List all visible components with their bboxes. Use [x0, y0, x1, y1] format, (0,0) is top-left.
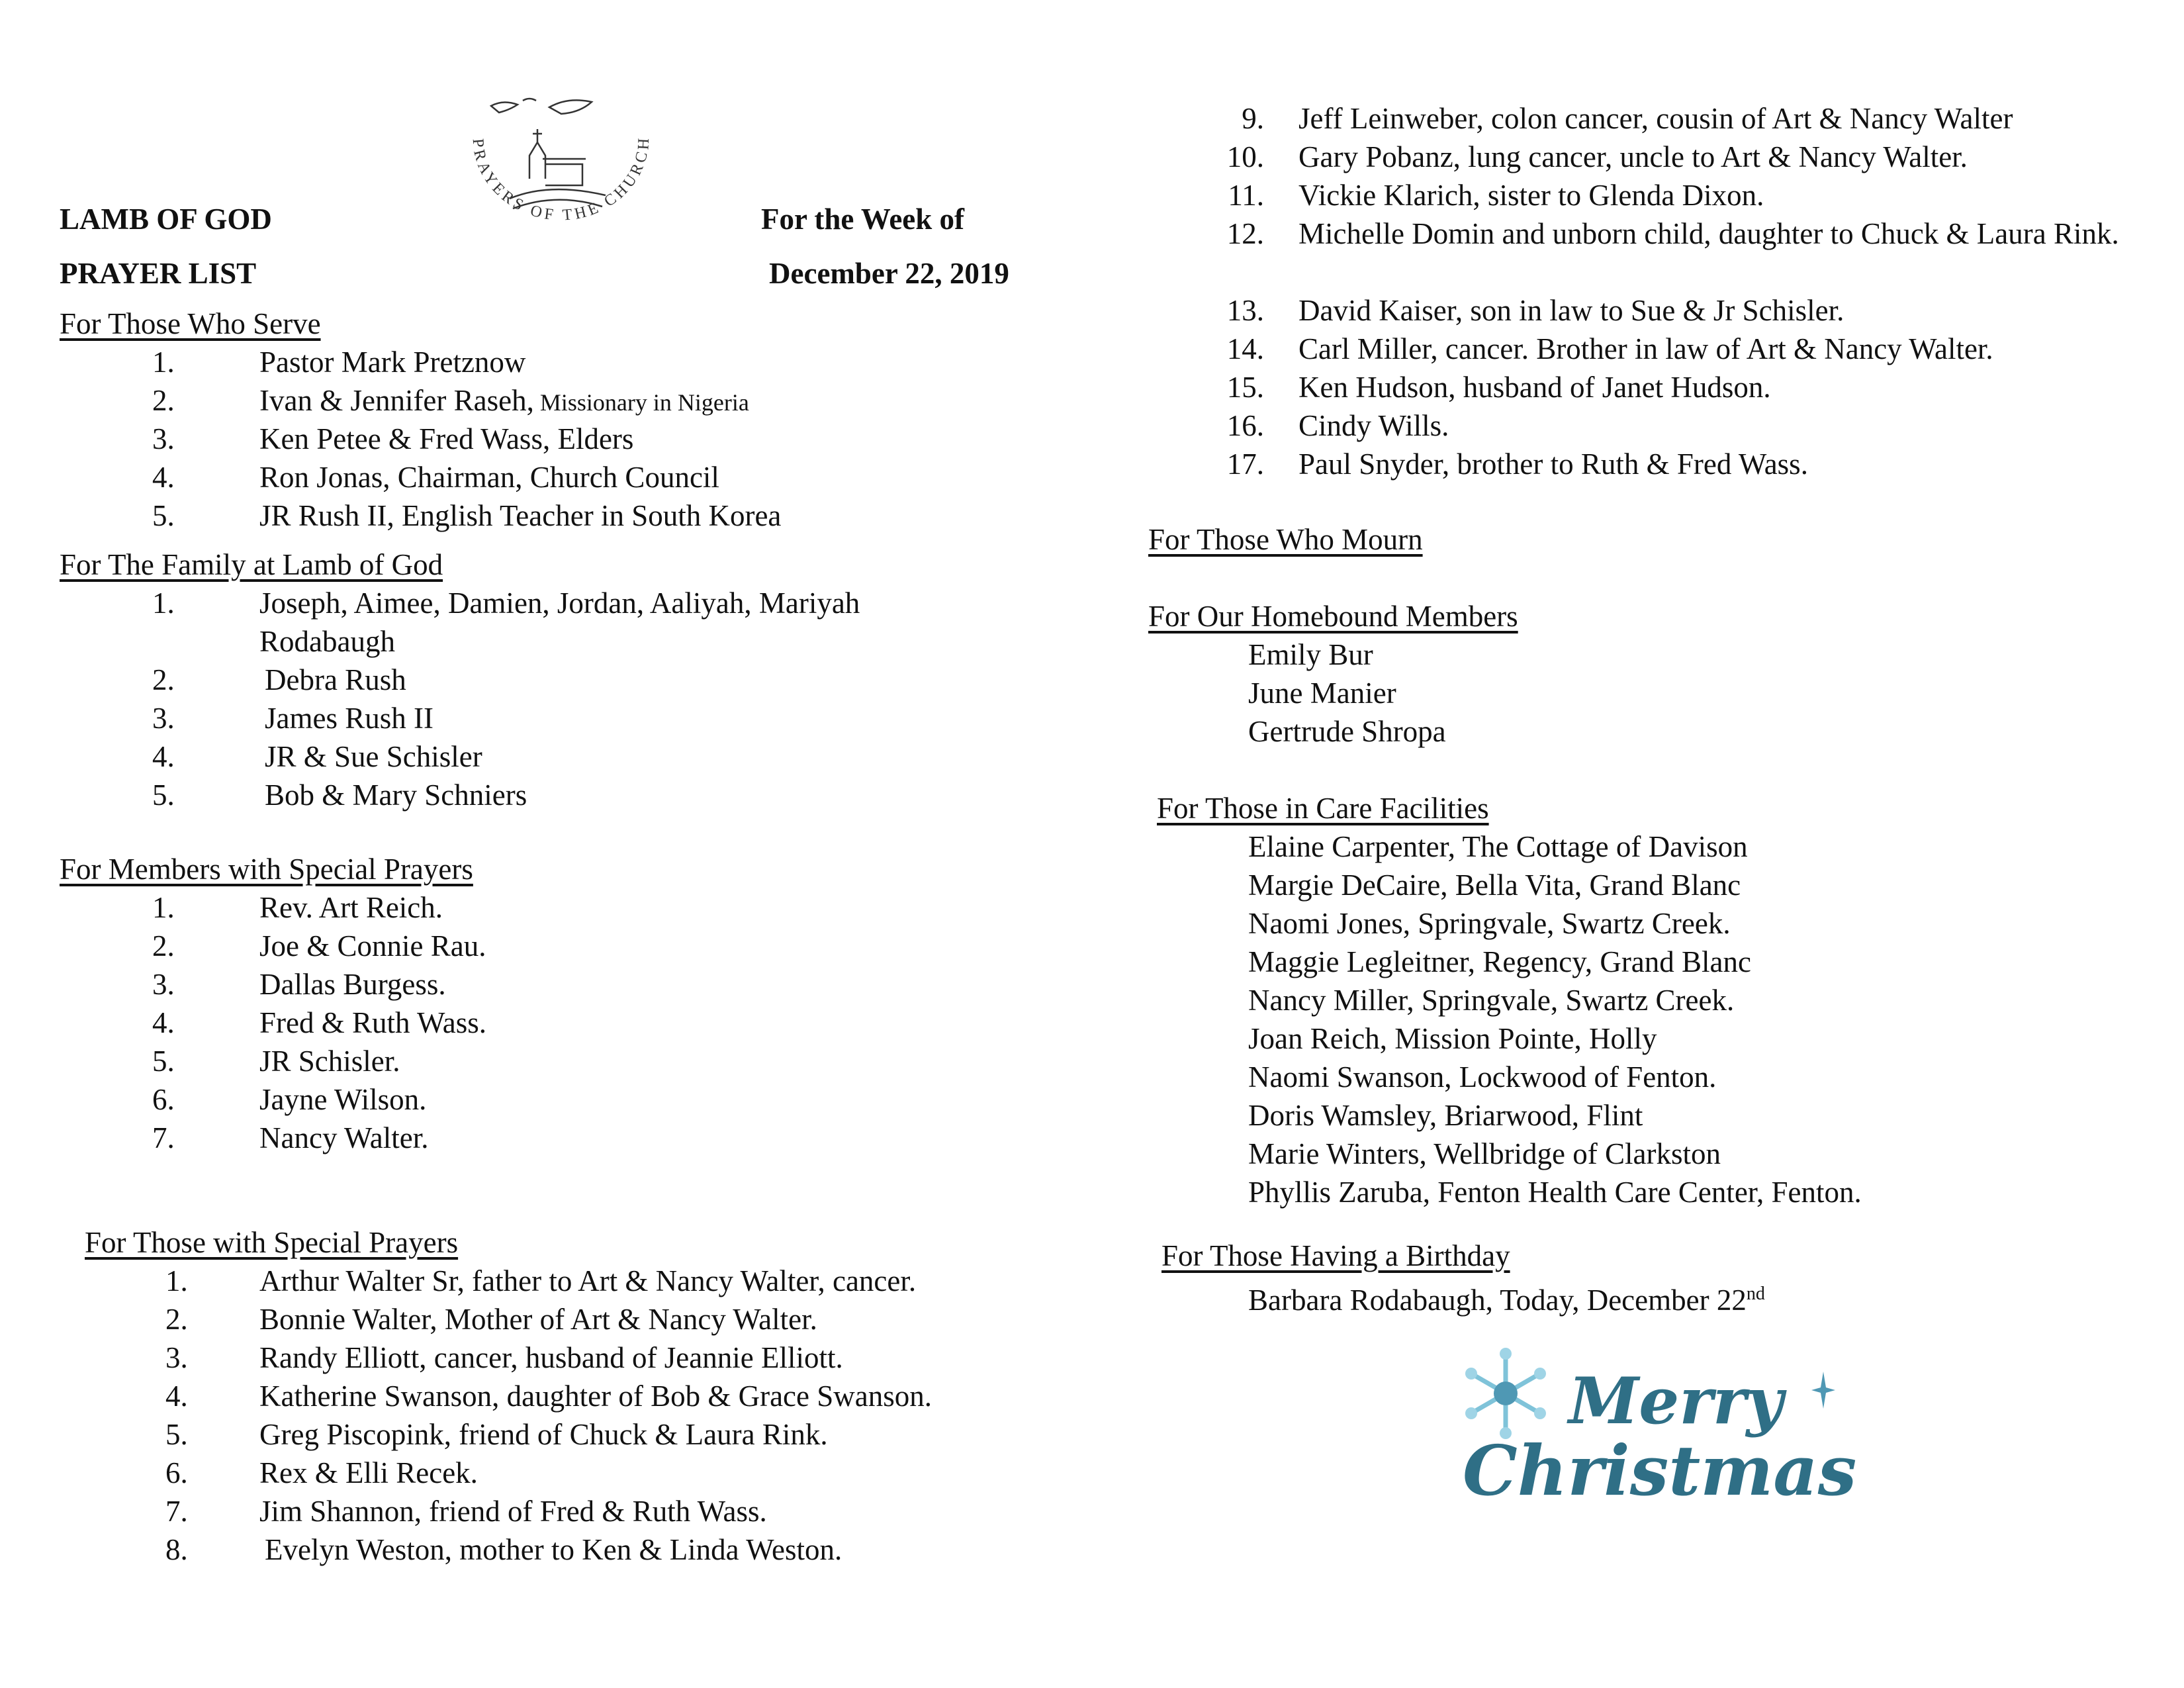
section-heading-birthday: For Those Having a Birthday: [1161, 1239, 1510, 1272]
item-number: 5.: [152, 499, 175, 532]
item-number: 9.: [1242, 102, 1264, 135]
item-number: 7.: [165, 1495, 188, 1528]
item-text: JR Schisler.: [259, 1045, 400, 1078]
list-item: Joan Reich, Mission Pointe, Holly: [1248, 1022, 1657, 1055]
church-icon: [510, 129, 606, 209]
list-item: Gertrude Shropa: [1248, 715, 1446, 748]
item-text: Jim Shannon, friend of Fred & Ruth Wass.: [259, 1495, 767, 1528]
item-number: 5.: [152, 1045, 175, 1078]
item-number: 6.: [152, 1083, 175, 1116]
section-heading-homebound: For Our Homebound Members: [1148, 600, 1518, 633]
section-heading-family: For The Family at Lamb of God: [60, 548, 443, 581]
item-text: Nancy Walter.: [259, 1121, 429, 1154]
item-number: 2.: [152, 384, 175, 417]
item-number: 4.: [152, 1006, 175, 1039]
item-text: Paul Snyder, brother to Ruth & Fred Wass.: [1298, 447, 1808, 481]
item-number: 17.: [1226, 447, 1264, 481]
item-text: Bonnie Walter, Mother of Art & Nancy Walter.: [259, 1303, 817, 1336]
item-number: 4.: [152, 740, 175, 773]
section-heading-mourn: For Those Who Mourn: [1148, 523, 1423, 556]
list-item: Elaine Carpenter, The Cottage of Davison: [1248, 830, 1748, 863]
section-heading-care: For Those in Care Facilities: [1157, 792, 1489, 825]
title-line-2: PRAYER LIST: [60, 257, 257, 290]
item-number: 8.: [165, 1533, 188, 1566]
item-number: 5.: [165, 1418, 188, 1451]
section-heading-serve: For Those Who Serve: [60, 307, 321, 340]
item-text: Pastor Mark Pretznow: [259, 346, 526, 379]
item-text: James Rush II: [265, 702, 433, 735]
prayers-of-the-church-seal: [450, 93, 668, 258]
list-item: Margie DeCaire, Bella Vita, Grand Blanc: [1248, 868, 1741, 902]
list-item: Phyllis Zaruba, Fenton Health Care Center, Fenton.: [1248, 1176, 1862, 1209]
birthday-text: Barbara Rodabaugh, Today, December 22: [1248, 1284, 1747, 1317]
item-number: 4.: [165, 1380, 188, 1413]
list-item: Maggie Legleitner, Regency, Grand Blanc: [1248, 945, 1751, 978]
item-text: Evelyn Weston, mother to Ken & Linda Weston.: [265, 1533, 842, 1566]
item-number: 3.: [152, 422, 175, 455]
item-text: JR & Sue Schisler: [265, 740, 482, 773]
merry-christmas-graphic: [1456, 1344, 1857, 1516]
item-number: 16.: [1226, 409, 1264, 442]
item-text: Gary Pobanz, lung cancer, uncle to Art & Nancy Walter.: [1298, 140, 1968, 173]
item-text: Randy Elliott, cancer, husband of Jeannie Elliott.: [259, 1341, 843, 1374]
item-text: Debra Rush: [265, 663, 406, 696]
birthday-entry: [1248, 1275, 1765, 1319]
document-title: [60, 192, 272, 301]
item-text: Arthur Walter Sr, father to Art & Nancy Walter, cancer.: [259, 1264, 917, 1297]
seal-text: PRAYERS OF THE CHURCH: [469, 134, 653, 224]
merry-text: Merry: [1569, 1364, 1784, 1438]
item-number: 13.: [1226, 294, 1264, 327]
list-item: June Manier: [1248, 677, 1396, 710]
item-number: 12.: [1226, 217, 1264, 250]
item-number: 1.: [165, 1264, 188, 1297]
item-text: Joseph, Aimee, Damien, Jordan, Aaliyah, Mariyah Rodabaugh: [259, 586, 860, 658]
item-text: JR Rush II, English Teacher in South Korea: [259, 499, 782, 532]
list-item: Marie Winters, Wellbridge of Clarkston: [1248, 1137, 1721, 1170]
item-text: Ken Hudson, husband of Janet Hudson.: [1298, 371, 1771, 404]
item-text: Fred & Ruth Wass.: [259, 1006, 487, 1039]
item-number: 11.: [1228, 179, 1264, 212]
item-number: 15.: [1226, 371, 1264, 404]
item-number: 1.: [152, 346, 175, 379]
item-number: 1.: [152, 891, 175, 924]
christmas-text: Christmas: [1463, 1430, 1857, 1511]
week-of-date: December 22, 2019: [769, 257, 1009, 290]
item-number: 1.: [152, 586, 175, 620]
section-heading-special: For Those with Special Prayers: [85, 1226, 459, 1259]
item-note: Missionary in Nigeria: [533, 389, 749, 416]
item-number: 3.: [152, 702, 175, 735]
birthday-ordinal: nd: [1746, 1284, 1765, 1304]
item-text: Katherine Swanson, daughter of Bob & Grace Swanson.: [259, 1380, 933, 1413]
snowflake-icon: [1456, 1344, 1555, 1443]
list-item: Naomi Jones, Springvale, Swartz Creek.: [1248, 907, 1731, 940]
item-text: Vickie Klarich, sister to Glenda Dixon.: [1298, 179, 1764, 212]
item-number: 3.: [165, 1341, 188, 1374]
title-line-1: LAMB OF GOD: [60, 203, 272, 236]
item-number: 2.: [152, 929, 175, 962]
list-item: Naomi Swanson, Lockwood of Fenton.: [1248, 1060, 1717, 1094]
item-number: 2.: [165, 1303, 188, 1336]
sparkle-icon: [1810, 1370, 1837, 1410]
week-of: [761, 192, 1009, 301]
item-text: David Kaiser, son in law to Sue & Jr Schisler.: [1298, 294, 1844, 327]
item-text: Bob & Mary Schniers: [265, 778, 527, 812]
item-text: Michelle Domin and unborn child, daughter to Chuck & Laura Rink.: [1298, 217, 2119, 250]
item-text: Joe & Connie Rau.: [259, 929, 486, 962]
item-number: 6.: [165, 1456, 188, 1489]
list-item: Doris Wamsley, Briarwood, Flint: [1248, 1099, 1643, 1132]
section-heading-members-special: For Members with Special Prayers: [60, 853, 473, 886]
item-text: Greg Piscopink, friend of Chuck & Laura Rink.: [259, 1418, 828, 1451]
item-number: 14.: [1226, 332, 1264, 365]
item-number: 5.: [152, 778, 175, 812]
item-number: 3.: [152, 968, 175, 1001]
item-text: Ken Petee & Fred Wass, Elders: [259, 422, 634, 455]
list-item: Emily Bur: [1248, 638, 1373, 671]
item-text: Dallas Burgess.: [259, 968, 446, 1001]
week-of-line-1: For the Week of: [761, 203, 965, 236]
item-text: Jayne Wilson.: [259, 1083, 427, 1116]
item-text: Jeff Leinweber, colon cancer, cousin of Art & Nancy Walter: [1298, 102, 2013, 135]
homebound-list: [1248, 635, 1446, 751]
item-text: Ron Jonas, Chairman, Church Council: [259, 461, 719, 494]
item-text: Rex & Elli Recek.: [259, 1456, 478, 1489]
item-text: Carl Miller, cancer. Brother in law of Art & Nancy Walter.: [1298, 332, 1993, 365]
list-item: Nancy Miller, Springvale, Swartz Creek.: [1248, 984, 1735, 1017]
svg-text:PRAYERS OF THE CHURCH: [469, 134, 653, 224]
item-number: 7.: [152, 1121, 175, 1154]
care-list: [1248, 827, 1862, 1211]
item-text: Cindy Wills.: [1298, 409, 1449, 442]
item-text: Ivan & Jennifer Raseh,: [259, 384, 534, 417]
item-number: 2.: [152, 663, 175, 696]
item-text: Rev. Art Reich.: [259, 891, 443, 924]
dove-icon: [491, 99, 592, 114]
item-number: 4.: [152, 461, 175, 494]
item-number: 10.: [1226, 140, 1264, 173]
